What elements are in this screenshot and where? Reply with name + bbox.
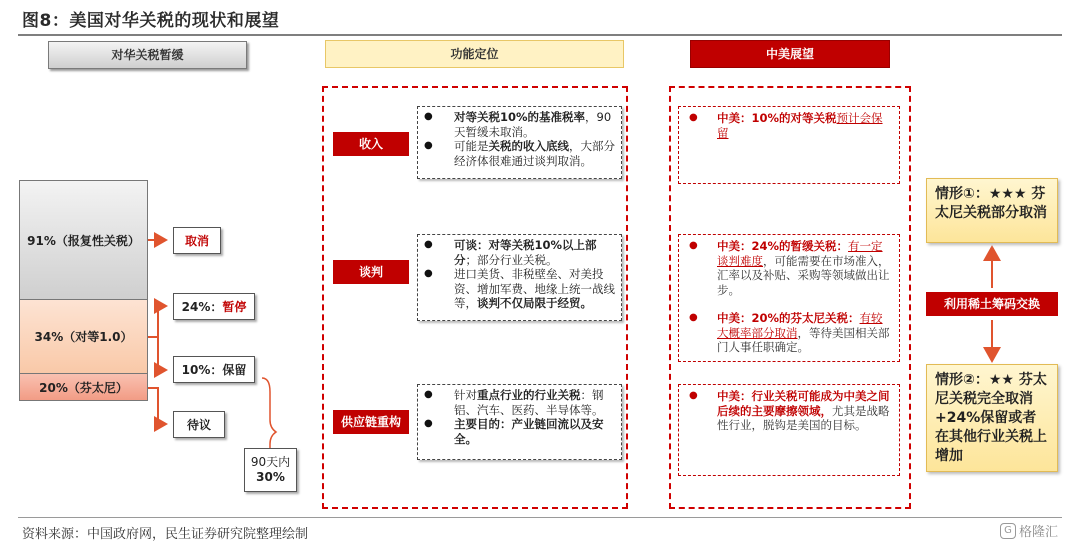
supply-bullet-1: ● 针对重点行业的行业关税：钢铝、汽车、医药、半导体等。 <box>422 388 615 417</box>
tariff-fentanyl: 20%（芬太尼） <box>19 374 148 401</box>
rare-earth-exchange: 利用稀土筹码交换 <box>926 292 1058 316</box>
footer-divider <box>18 517 1062 518</box>
watermark-icon: G <box>1000 523 1016 539</box>
arrow-to-pause <box>148 306 166 337</box>
supply-bullet-2: ● 主要目的：产业链回流以及安全。 <box>422 417 615 446</box>
outcome-pending: 待议 <box>173 411 225 438</box>
ninety-days-label: 90天内 <box>250 455 291 469</box>
pause-word: 暂停 <box>222 300 247 314</box>
outlook-item-1: ● 中美：10%的对等关税预计会保留 <box>678 106 900 184</box>
header-function: 功能定位 <box>325 40 624 68</box>
source-note: 资料来源：中国政府网，民生证券研究院整理绘制 <box>22 527 309 542</box>
revenue-bullet-2: ● 可能是关税的收入底线，大部分经济体很难通过谈判取消。 <box>422 139 615 168</box>
negotiation-info <box>417 234 622 321</box>
negotiation-bullet-1: ● 可谈：对等关税10%以上部分；部分行业关税。 <box>422 238 615 267</box>
figure-title: 图8：美国对华关税的现状和展望 <box>22 11 280 31</box>
tag-revenue: 收入 <box>333 132 409 156</box>
outcome-keep: 10%：保留 <box>173 356 255 383</box>
outcome-cancel: 取消 <box>173 227 221 254</box>
arrow-to-pending <box>148 388 166 424</box>
outlook-item-3: ● 中美：行业关税可能成为中美之间后续的主要摩擦领域，尤其是战略性行业，脱钩是美国的目标。 <box>678 384 900 476</box>
supply-chain-info <box>417 384 622 460</box>
revenue-bullet-1: ● 对等关税10%的基准税率，90天暂缓未取消。 <box>422 110 615 139</box>
thirty-pct-label: 30% <box>256 470 285 484</box>
tariff-reciprocal: 34%（对等1.0） <box>19 300 148 374</box>
outlook-item-2 <box>678 234 900 362</box>
arrow-to-keep <box>158 337 166 370</box>
pause-prefix: 24%： <box>181 300 223 314</box>
header-tariff-pause: 对华关税暂缓 <box>48 41 247 69</box>
ninety-day-box <box>244 448 297 492</box>
scenario-2: 情形②：★★ 芬太尼关税完全取消+24%保留或者在其他行业关税上增加 <box>926 364 1058 472</box>
tag-supply-chain: 供应链重构 <box>333 410 409 434</box>
outlook-bullet-20: ● 中美：20%的芬太尼关税：有较大概率部分取消，等待美国相关部门人事任职确定。 <box>683 311 893 355</box>
header-outlook: 中美展望 <box>690 40 890 68</box>
watermark-text: 格隆汇 <box>1019 525 1059 540</box>
revenue-info <box>417 106 622 179</box>
watermark <box>1000 521 1058 540</box>
outlook-bullet-24: ● 中美：24%的暂缓关税：有一定谈判难度，可能需要在市场准入，汇率以及补贴、采购等领域做出让步。 <box>683 239 893 297</box>
tag-negotiation: 谈判 <box>333 260 409 284</box>
scenario-1: 情形①：★★★ 芬太尼关税部分取消 <box>926 178 1058 243</box>
outcome-pause <box>173 293 255 320</box>
tariff-retaliatory: 91%（报复性关税） <box>19 180 148 300</box>
negotiation-bullet-2: ● 进口美货、非税壁垒、对美投资、增加军费、地缘上统一战线等，谈判不仅局限于经贸。 <box>422 267 615 311</box>
